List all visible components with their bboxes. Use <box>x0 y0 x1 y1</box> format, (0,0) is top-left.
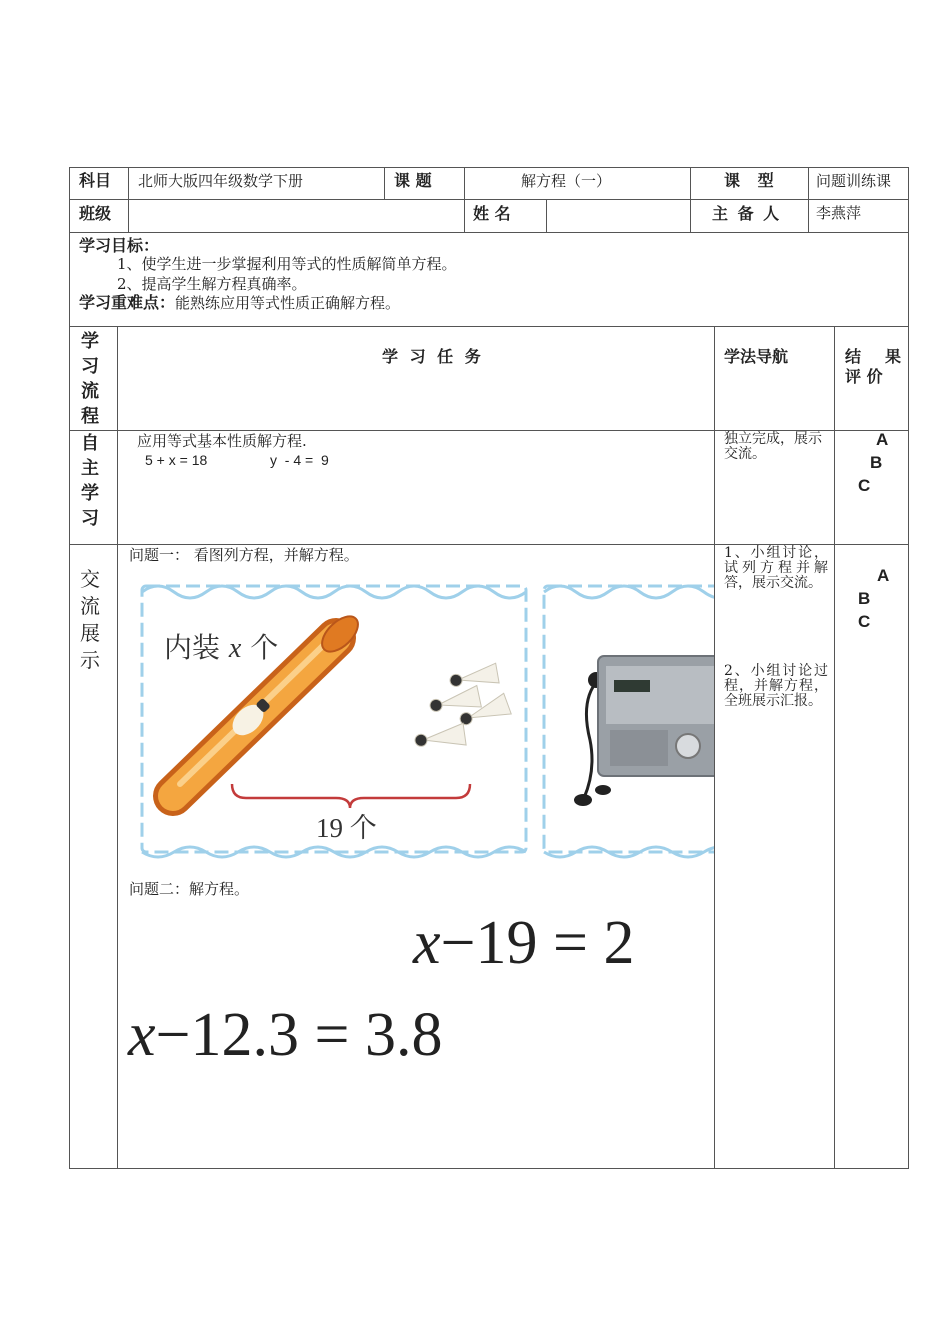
type-label: 课 型 <box>724 171 774 190</box>
tube-label-var: x <box>228 633 242 664</box>
key-difficulty-label: 学习重难点： <box>79 293 176 312</box>
equation-b-rest: −12.3 = 3.8 <box>155 1001 443 1069</box>
question-1: 问题一： 看图列方程，并解方程。 <box>129 546 359 564</box>
objectives-title: 学习目标： <box>79 236 160 255</box>
equation-a-var: x <box>413 909 441 977</box>
self-study-task: 应用等式基本性质解方程. <box>137 432 307 450</box>
method-column-header: 学法导航 <box>724 347 789 366</box>
task-column-header: 学 习 任 务 <box>382 347 484 366</box>
count-label: 19 个 <box>316 813 377 843</box>
grade-c: C <box>858 612 871 631</box>
self-study-equation-2: y - 4 = 9 <box>270 452 329 468</box>
type-value: 问题训练课 <box>816 172 892 190</box>
exchange-guide-2: 2、小组讨论过程，并解方程，全班展示汇报。 <box>724 663 828 709</box>
objective-item-2: 2、提高学生解方程真确率。 <box>117 275 307 293</box>
result-header-3: 评 价 <box>845 367 883 386</box>
exchange-guide-1: 1、小组讨论，试列方程并解答，展示交流。 <box>724 545 828 591</box>
subject-value: 北师大版四年级数学下册 <box>138 172 304 190</box>
question-2: 问题二：解方程。 <box>129 880 250 898</box>
equation-b <box>128 1000 442 1071</box>
topic-value: 解方程（一） <box>521 172 612 190</box>
grade-a: A <box>877 566 890 585</box>
self-study-guide: 独立完成，展示交流。 <box>724 431 822 462</box>
grade-b: B <box>870 453 883 472</box>
result-header-2: 果 <box>885 347 902 366</box>
grade-b: B <box>858 589 871 608</box>
problem-illustration <box>128 570 714 862</box>
self-study-equation-1: 5 + x = 18 <box>145 452 208 468</box>
tube-label <box>164 626 278 666</box>
grade-a: A <box>876 430 889 449</box>
topic-label: 课 题 <box>394 171 432 190</box>
name-label: 姓 名 <box>473 204 511 223</box>
objective-item-1: 1、使学生进一步掌握利用等式的性质解简单方程。 <box>117 255 457 273</box>
tube-label-prefix: 内装 <box>164 631 221 664</box>
self-study-grades <box>835 430 908 500</box>
self-study-label: 自主学习 <box>81 433 99 529</box>
equation-a-rest: −19 = 2 <box>440 909 635 977</box>
process-column-header: 学习流程 <box>81 331 99 427</box>
key-difficulty-text: 能熟练应用等式性质正确解方程。 <box>175 294 401 312</box>
result-header-1: 结 <box>845 347 862 366</box>
grade-c: C <box>858 476 871 495</box>
equation-a <box>413 908 634 979</box>
exchange-grades <box>835 566 908 636</box>
illustration-svg <box>128 570 714 862</box>
class-label: 班级 <box>79 204 112 223</box>
preparer-value: 李燕萍 <box>816 204 862 222</box>
equation-b-var: x <box>128 1001 156 1069</box>
exchange-label: 交流展示 <box>80 567 100 672</box>
key-difficulty <box>79 293 400 313</box>
tube-label-suffix: 个 <box>250 631 279 664</box>
preparer-label: 主 备 人 <box>712 204 780 223</box>
subject-label: 科目 <box>79 171 112 190</box>
